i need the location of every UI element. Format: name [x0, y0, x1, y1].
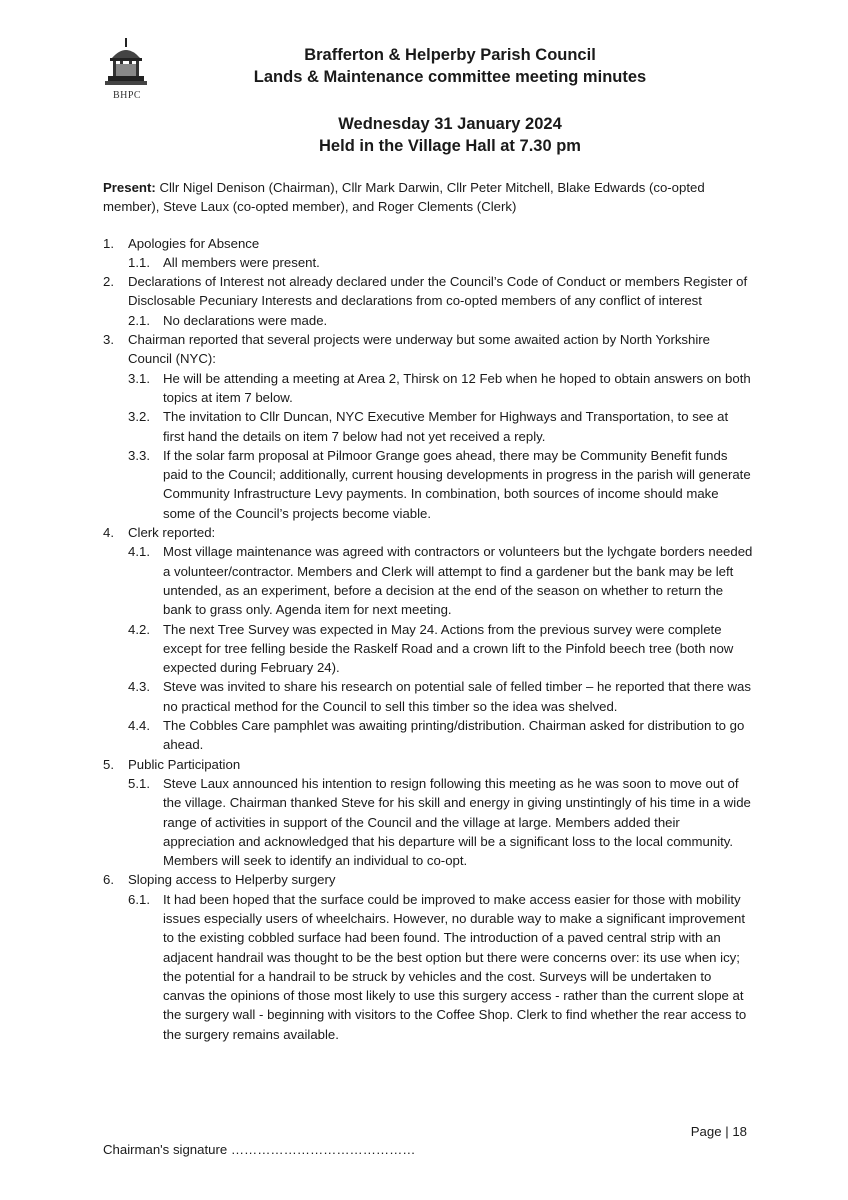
sub-item-number: 3.2. [128, 409, 150, 425]
minutes-body [103, 178, 753, 1044]
sub-item-text: The next Tree Survey was expected in May 24. Actions from the previous survey were complete except for tree felling beside the Raskelf Road and a crown lift to the Pinfold beech tree (both now expected during February 24). [163, 621, 734, 676]
sub-item [103, 774, 753, 870]
agenda-item [103, 272, 753, 311]
sub-item-text: All members were present. [163, 254, 320, 270]
sub-item-number: 3.3. [128, 447, 150, 463]
meeting-date: Wednesday 31 January 2024 [338, 115, 562, 133]
council-title: Brafferton & Helperby Parish Council [304, 46, 596, 64]
sub-item-text: Steve Laux announced his intention to resign following this meeting as he was soon to move out of the village. Chairman thanked Steve for his skill and energy in giving unstintingly of his time in a wide range of activities in support of the Council and the village at large. Members added their appreciation and acknowledged that his departure will be a significant loss to the local community. Members will seek to identify an individual to co-opt. [163, 775, 751, 869]
item-text: Clerk reported: [128, 525, 216, 541]
item-text: Declarations of Interest not already declared under the Council’s Code of Conduct or members Register of Disclosable Pecuniary Interests and declarations from co-opted members of any conflict of interest [128, 274, 748, 309]
item-number: 6. [103, 872, 114, 888]
item-text: Public Participation [128, 756, 241, 772]
agenda-item [103, 523, 753, 542]
sub-item-number: 4.3. [128, 679, 150, 695]
sub-item-number: 4.4. [128, 718, 150, 734]
sub-item [103, 890, 753, 1044]
bandstand-logo-icon [103, 38, 149, 86]
item-number: 2. [103, 274, 114, 290]
agenda-item [103, 234, 753, 253]
sub-item-text: No declarations were made. [163, 312, 328, 328]
sub-item-number: 1.1. [128, 254, 150, 270]
committee-title: Lands & Maintenance committee meeting minutes [253, 68, 647, 86]
agenda-item [103, 330, 753, 369]
present-list: Cllr Nigel Denison (Chairman), Cllr Mark Darwin, Cllr Peter Mitchell, Blake Edwards (co-opted member), Steve Laux (co-opted member), and Roger Clements (Clerk) [103, 180, 705, 215]
item-number: 3. [103, 332, 114, 348]
page-number: Page | 18 [690, 1124, 747, 1139]
sub-item [103, 446, 753, 523]
sub-item [103, 542, 753, 619]
agenda-item [103, 755, 753, 774]
sub-item [103, 407, 753, 446]
sub-item-number: 2.1. [128, 312, 150, 328]
item-number: 1. [103, 235, 114, 251]
item-text: Chairman reported that several projects were underway but some awaited action by North Yorkshire Council (NYC): [128, 332, 711, 367]
present-label: Present: [103, 180, 156, 195]
sub-item-number: 3.1. [128, 370, 150, 386]
sub-item [103, 716, 753, 755]
item-number: 5. [103, 756, 114, 772]
sub-item-text: Steve was invited to share his research on potential sale of felled timber – he reported that there was no practical method for the Council to sell this timber so the idea was shelved. [163, 679, 751, 714]
sub-item [103, 369, 753, 408]
sub-item [103, 253, 753, 272]
sub-item-text: The invitation to Cllr Duncan, NYC Executive Member for Highways and Transportation, to see at first hand the details on item 7 below had not yet received a reply. [163, 409, 729, 444]
sub-item [103, 311, 753, 330]
sub-item-text: If the solar farm proposal at Pilmoor Grange goes ahead, there may be Community Benefit funds paid to the Council; additionally, current housing developments in progress in the parish will generate Community Infrastructure Levy payments. In combination, both sources of income should make some of the Council’s projects become viable. [163, 447, 751, 521]
sub-item [103, 677, 753, 716]
sub-item-text: He will be attending a meeting at Area 2, Thirsk on 12 Feb when he hoped to obtain answers on both topics at item 7 below. [163, 370, 751, 405]
sub-item [103, 620, 753, 678]
agenda-item [103, 870, 753, 889]
item-number: 4. [103, 525, 114, 541]
sub-item-number: 6.1. [128, 891, 150, 907]
logo-text: BHPC [112, 90, 142, 101]
sub-item-number: 5.1. [128, 775, 150, 791]
sub-item-text: It had been hoped that the surface could be improved to make access easier for those with mobility issues especially users of wheelchairs. However, no durable way to make a significant improvement to the existing cobbled surface had been found. The introduction of a paved central strip with an adjacent handrail was thought to be the best option but there were concerns over: its use when icy; the potential for a handrail to be struck by vehicles and the cost. Surveys will be undertaken to canvas the opinions of those most likely to use this surgery access - rather than the current slope at the surgery wall - beginning with visitors to the Coffee Shop. Clerk to find whether the rear access to the surgery remains available. [163, 891, 747, 1042]
meeting-venue: Held in the Village Hall at 7.30 pm [319, 137, 581, 155]
sub-item-number: 4.1. [128, 544, 150, 560]
sub-item-text: The Cobbles Care pamphlet was awaiting printing/distribution. Chairman asked for distribution to go ahead. [163, 718, 745, 753]
item-text: Sloping access to Helperby surgery [128, 872, 336, 888]
attendance [103, 178, 753, 217]
sub-item-number: 4.2. [128, 621, 150, 637]
agenda-items [103, 234, 753, 1044]
chairman-signature-line: Chairman's signature …………………………………… [103, 1142, 416, 1157]
sub-item-text: Most village maintenance was agreed with contractors or volunteers but the lychgate borders needed a volunteer/contractor. Members and Clerk will attempt to find a gardener but the bank may be left untended, as an experiment, before a decision at the end of the season on whether to return the bank to grass only. Agenda item for next meeting. [163, 544, 753, 618]
item-text: Apologies for Absence [128, 235, 260, 251]
